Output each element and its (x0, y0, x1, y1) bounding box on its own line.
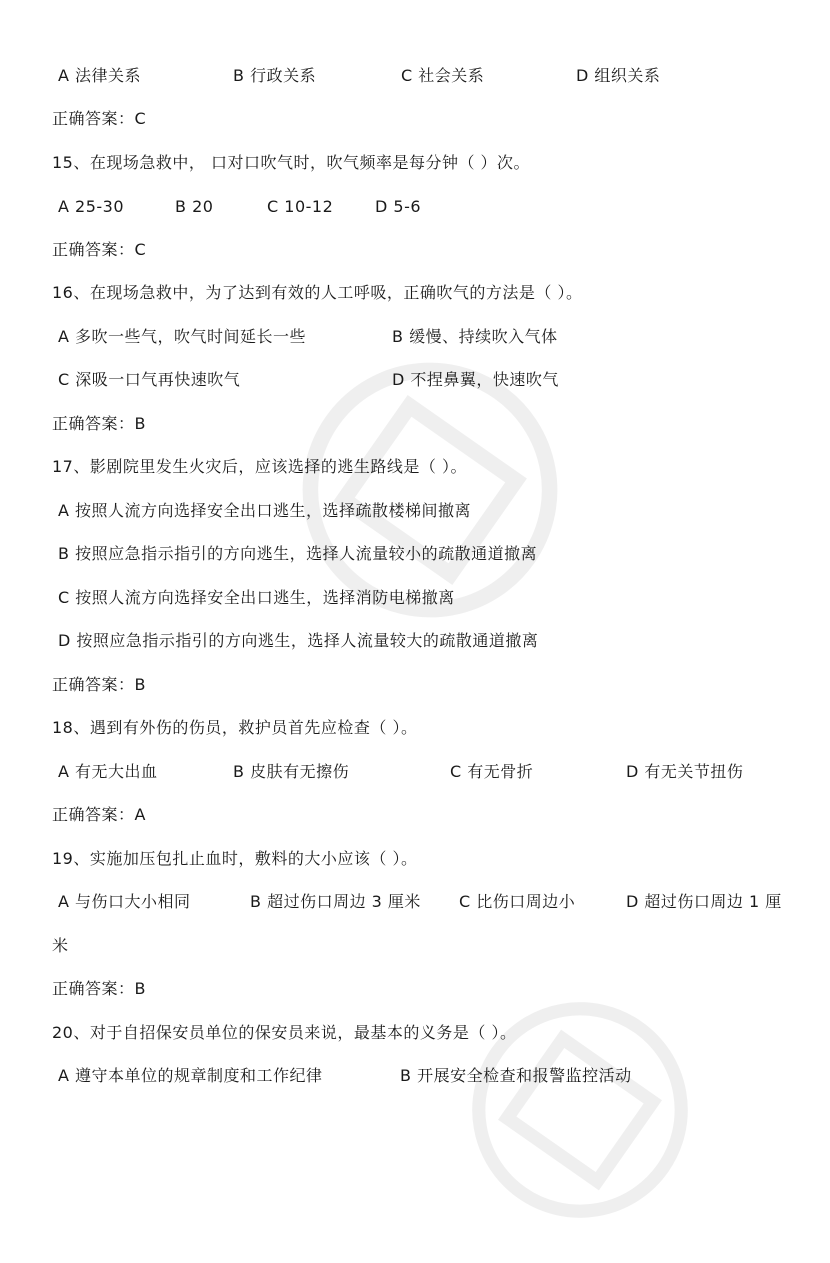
q20-option-b: B 开展安全检查和报警监控活动 (400, 1066, 632, 1085)
q16-answer: 正确答案：B (52, 414, 146, 433)
q15-option-d: D 5-6 (375, 197, 422, 216)
q17-option-d: D 按照应急指示指引的方向逃生，选择人流量较大的疏散通道撤离 (58, 631, 539, 650)
q18-question: 18、遇到有外伤的伤员，救护员首先应检查（ ）。 (52, 718, 418, 737)
q15-question: 15、在现场急救中， 口对口吹气时，吹气频率是每分钟（ ）次。 (52, 153, 531, 172)
q16-option-b: B 缓慢、持续吹入气体 (392, 327, 558, 346)
q19-answer: 正确答案：B (52, 979, 146, 998)
q18-option-d: D 有无关节扭伤 (626, 762, 744, 781)
q16-question: 16、在现场急救中，为了达到有效的人工呼吸，正确吹气的方法是（ ）。 (52, 283, 583, 302)
q14-option-d: D 组织关系 (576, 66, 661, 85)
q15-answer: 正确答案：C (52, 240, 147, 259)
watermark-seal (427, 957, 733, 1263)
q19-option-d-wrap: 米 (52, 936, 69, 955)
q20-question: 20、对于自招保安员单位的保安员来说，最基本的义务是（ ）。 (52, 1023, 517, 1042)
q17-option-b: B 按照应急指示指引的方向逃生，选择人流量较小的疏散通道撤离 (58, 544, 538, 563)
q17-answer: 正确答案：B (52, 675, 146, 694)
q16-option-c: C 深吸一口气再快速吹气 (58, 370, 241, 389)
q19-option-c: C 比伤口周边小 (459, 892, 576, 911)
q20-option-a: A 遵守本单位的规章制度和工作纪律 (58, 1066, 323, 1085)
q19-option-a: A 与伤口大小相同 (58, 892, 191, 911)
q16-option-d: D 不捏鼻翼，快速吹气 (392, 370, 559, 389)
q19-option-d: D 超过伤口周边 1 厘 (626, 892, 782, 911)
q18-option-b: B 皮肤有无擦伤 (233, 762, 350, 781)
q17-question: 17、影剧院里发生火灾后，应该选择的逃生路线是（ ）。 (52, 457, 467, 476)
q15-option-b: B 20 (175, 197, 214, 216)
q19-question: 19、实施加压包扎止血时，敷料的大小应该（ ）。 (52, 849, 418, 868)
q18-option-a: A 有无大出血 (58, 762, 158, 781)
q15-option-c: C 10-12 (267, 197, 334, 216)
q15-option-a: A 25-30 (58, 197, 125, 216)
q18-answer: 正确答案：A (52, 805, 146, 824)
q18-option-c: C 有无骨折 (450, 762, 534, 781)
q16-option-a: A 多吹一些气，吹气时间延长一些 (58, 327, 307, 346)
q17-option-c: C 按照人流方向选择安全出口逃生，选择消防电梯撤离 (58, 588, 455, 607)
q14-option-a: A 法律关系 (58, 66, 142, 85)
q14-answer: 正确答案：C (52, 109, 147, 128)
q19-option-b: B 超过伤口周边 3 厘米 (250, 892, 421, 911)
q14-option-c: C 社会关系 (401, 66, 485, 85)
q14-option-b: B 行政关系 (233, 66, 317, 85)
watermark-seal (249, 309, 611, 671)
q17-option-a: A 按照人流方向选择安全出口逃生，选择疏散楼梯间撤离 (58, 501, 472, 520)
